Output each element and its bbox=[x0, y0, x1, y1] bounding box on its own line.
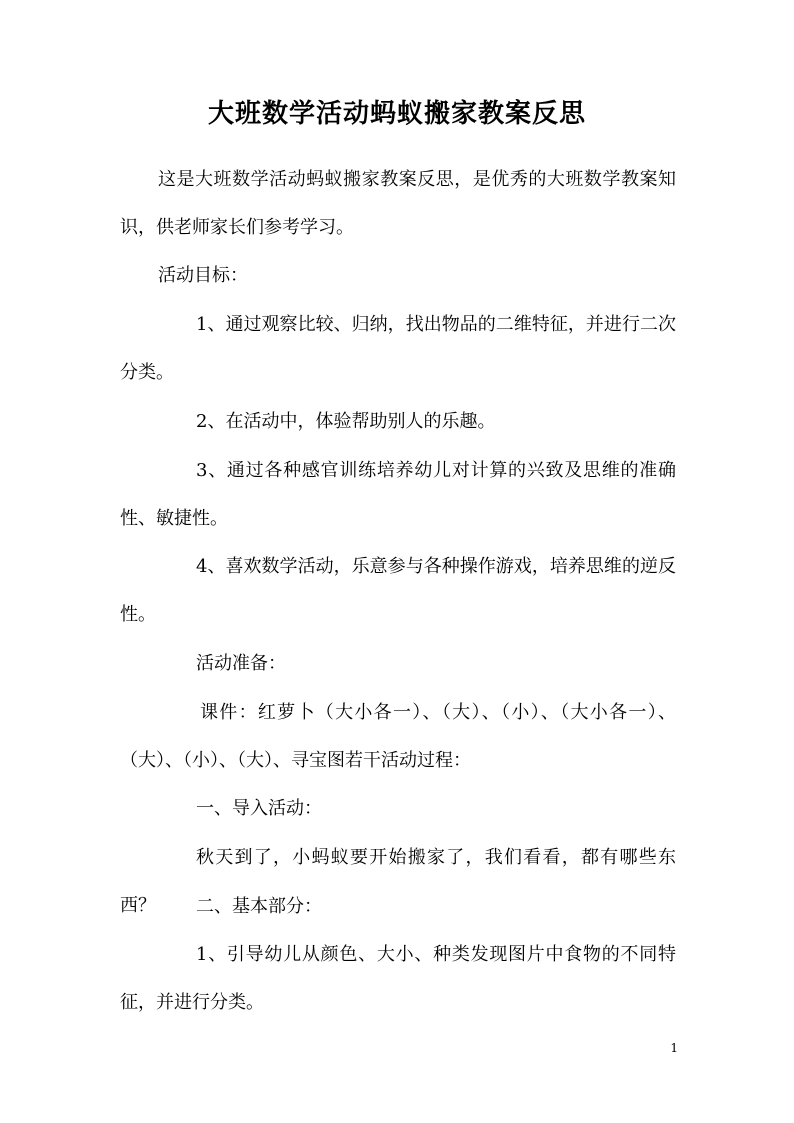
section-heading-basic-part: 二、基本部分： bbox=[196, 896, 322, 917]
document-title: 大班数学活动蚂蚁搬家教案反思 bbox=[207, 99, 586, 129]
introduction-text: 秋天到了，小蚂蚁要开始搬家了，我们看看，都有哪些东西？ bbox=[120, 847, 676, 916]
basic-part-item-1: 1、引导幼儿从颜色、大小、种类发现图片中食物的不同特征，并进行分类。 bbox=[120, 944, 676, 1013]
section-heading-preparation: 活动准备： bbox=[196, 653, 286, 674]
page-number: 1 bbox=[670, 1041, 678, 1055]
objective-item-1: 1、通过观察比较、归纳，找出物品的二维特征，并进行二次分类。 bbox=[120, 314, 676, 383]
objective-item-4: 4、喜欢数学活动，乐意参与各种操作游戏，培养思维的逆反性。 bbox=[120, 556, 676, 625]
intro-paragraph: 这是大班数学活动蚂蚁搬家教案反思，是优秀的大班数学教案知识，供老师家长们参考学习。 bbox=[120, 169, 676, 238]
materials-paragraph: 课件：红萝卜（大小各一）、（大）、（小）、（大小各一）、（大）、（小）、（大）、寻宝图若干活动过程： bbox=[120, 702, 676, 771]
section-heading-objectives: 活动目标： bbox=[158, 265, 248, 286]
objective-item-3: 3、通过各种感官训练培养幼儿对计算的兴致及思维的准确性、敏捷性。 bbox=[120, 460, 676, 529]
objective-item-2: 2、在活动中，体验帮助别人的乐趣。 bbox=[196, 411, 496, 432]
section-heading-introduction: 一、导入活动： bbox=[196, 798, 322, 819]
